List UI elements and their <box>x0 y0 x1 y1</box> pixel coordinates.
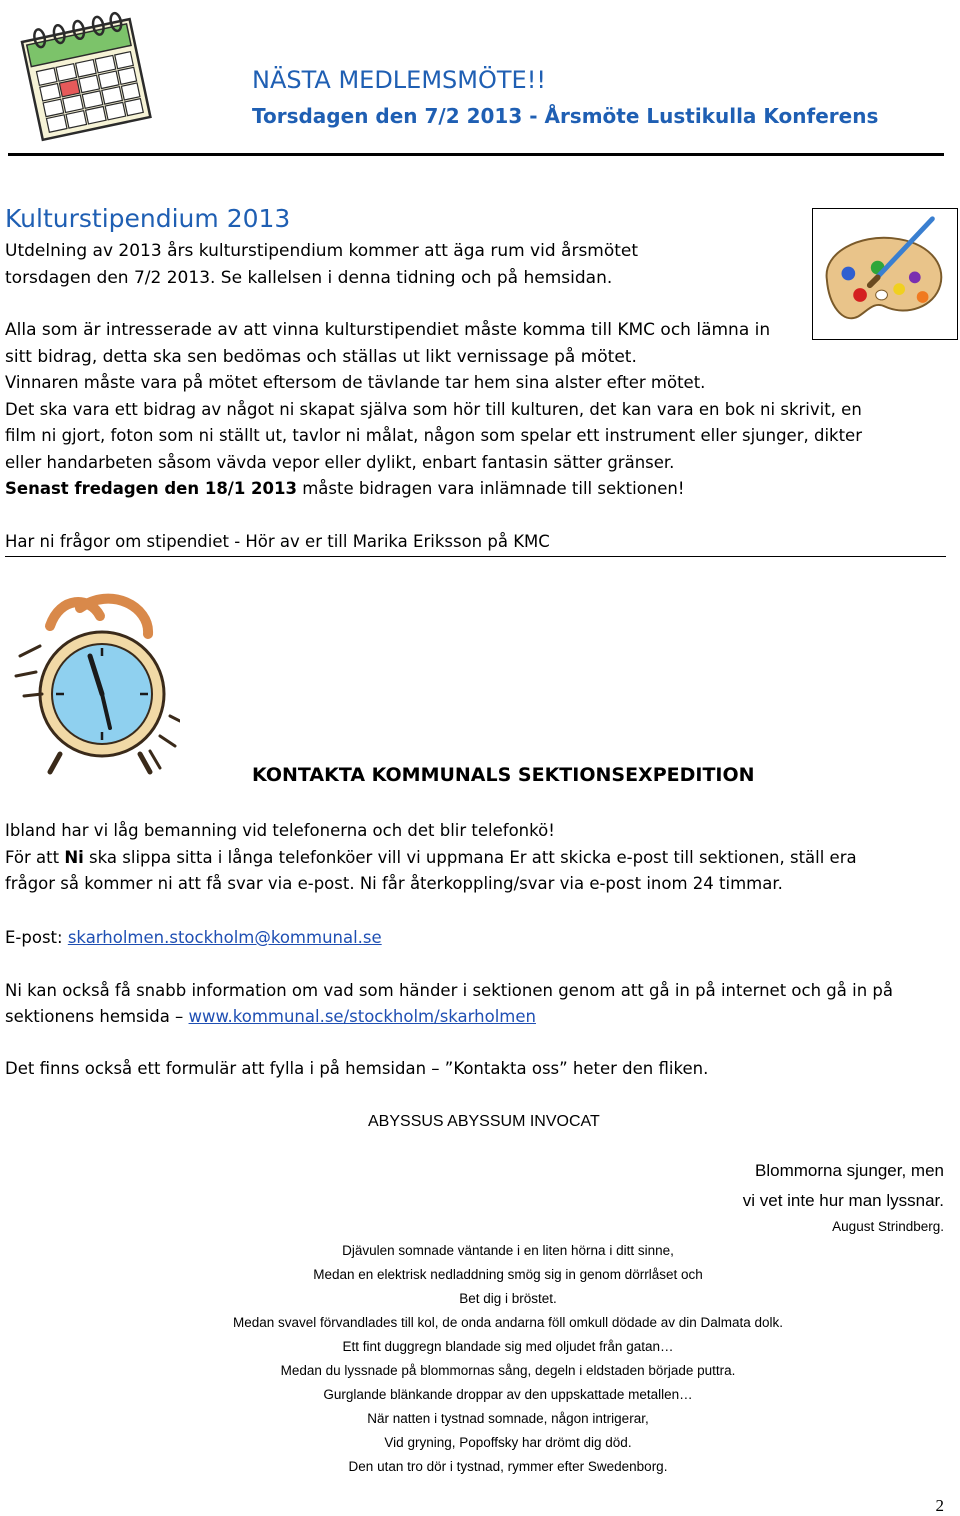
kultur-text-line: torsdagen den 7/2 2013. Se kallelsen i denna tidning och på hemsidan. <box>5 268 613 288</box>
paint-palette-icon <box>813 209 956 338</box>
email-link[interactable]: skarholmen.stockholm@kommunal.se <box>67 928 382 947</box>
poem-line: Gurglande blänkande droppar av den uppskattade metallen… <box>323 1387 693 1402</box>
poem-line: Medan svavel förvandlades till kol, de onda andarna föll omkull dödade av din Dalmata dolk. <box>232 1315 784 1330</box>
questions-line: Har ni frågor om stipendiet - Hör av er till Marika Eriksson på KMC <box>5 532 550 551</box>
info-line: Ni kan också få snabb information om vad som händer i sektionen genom att gå in på internet och gå in på <box>5 981 893 1000</box>
kontakta-text-bold: Ni <box>64 848 84 867</box>
info-text-part: sektionens hemsida – <box>5 1007 189 1026</box>
alarm-clock-icon <box>10 586 180 776</box>
poem-title: ABYSSUS ABYSSUM INVOCAT <box>368 1113 600 1130</box>
poem-line: Medan du lyssnade på blommornas sång, degeln i eldstaden började puttra. <box>280 1363 736 1378</box>
kultur-text-line: Utdelning av 2013 års kulturstipendium kommer att äga rum vid årsmötet <box>5 241 639 261</box>
info-line <box>5 1004 536 1030</box>
quote-author: August Strindberg. <box>832 1219 944 1234</box>
email-label: E-post: <box>5 928 68 947</box>
form-info-line: Det finns också ett formulär att fylla i på hemsidan – ”Kontakta oss” heter den fliken. <box>5 1059 709 1078</box>
kontakta-text-line: frågor så kommer ni att få svar via e-post. Ni får återkoppling/svar via e-post inom 24 timmar. <box>5 874 783 893</box>
deadline-rest: måste bidragen vara inlämnade till sektionen! <box>296 479 685 498</box>
quote-line: vi vet inte hur man lyssnar. <box>742 1191 944 1210</box>
kultur-heading: Kulturstipendium 2013 <box>5 204 291 233</box>
quote-line: Blommorna sjunger, men <box>755 1161 944 1180</box>
deadline-bold: Senast fredagen den 18/1 2013 <box>5 479 297 498</box>
poem-line: Den utan tro dör i tystnad, rymmer efter Swedenborg. <box>348 1459 668 1474</box>
poem-line: När natten i tystnad somnade, någon intrigerar, <box>367 1411 649 1426</box>
kultur-text-line: Alla som är intresserade av att vinna kulturstipendiet måste komma till KMC och lämna in <box>5 320 771 340</box>
poem-line: Djävulen somnade väntande i en liten hörna i ditt sinne, <box>342 1243 674 1258</box>
kultur-text-line: Vinnaren måste vara på mötet eftersom de tävlande tar hem sina alster efter mötet. <box>5 373 706 392</box>
page-title: NÄSTA MEDLEMSMÖTE!! <box>252 66 546 94</box>
kontakta-heading: KONTAKTA KOMMUNALS SEKTIONSEXPEDITION <box>252 764 755 786</box>
kultur-text-line: film ni gjort, foton som ni ställt ut, tavlor ni målat, någon som spelar ett instrument eller sjunger, dikter <box>5 426 862 445</box>
meeting-subtitle: Torsdagen den 7/2 2013 - Årsmöte Lustikulla Konferens <box>252 104 879 128</box>
calendar-icon <box>8 0 158 148</box>
deadline-line <box>5 476 685 502</box>
website-link[interactable]: www.kommunal.se/stockholm/skarholmen <box>188 1007 536 1026</box>
kontakta-text-line <box>5 845 857 871</box>
section-divider <box>5 556 946 557</box>
kultur-text-line: sitt bidrag, detta ska sen bedömas och ställas ut likt vernissage på mötet. <box>5 347 637 367</box>
poem-line: Bet dig i bröstet. <box>459 1291 557 1306</box>
kontakta-text-part: ska slippa sitta i långa telefonköer vill vi uppmana Er att skicka e-post till sektionen, ställ era <box>83 848 857 867</box>
kontakta-text-line: Ibland har vi låg bemanning vid telefonerna och det blir telefonkö! <box>5 821 555 840</box>
poem-line: Ett fint duggregn blandade sig med oljudet från gatan… <box>342 1339 674 1354</box>
poem-line: Vid gryning, Popoffsky har drömt dig död. <box>384 1435 632 1450</box>
poem-line: Medan en elektrisk nedladdning smög sig in genom dörrlåset och <box>313 1267 703 1282</box>
kultur-text-line: Det ska vara ett bidrag av något ni skapat själva som hör till kulturen, det kan vara en bok ni skrivit, en <box>5 400 862 419</box>
email-line <box>5 925 382 951</box>
page-number: 2 <box>935 1496 944 1515</box>
kultur-text-line: eller handarbeten såsom vävda vepor eller dylikt, enbart fantasin sätter gränser. <box>5 453 675 472</box>
kontakta-text-part: För att <box>5 848 65 867</box>
header-divider <box>8 153 944 156</box>
palette-image-frame <box>812 208 958 340</box>
